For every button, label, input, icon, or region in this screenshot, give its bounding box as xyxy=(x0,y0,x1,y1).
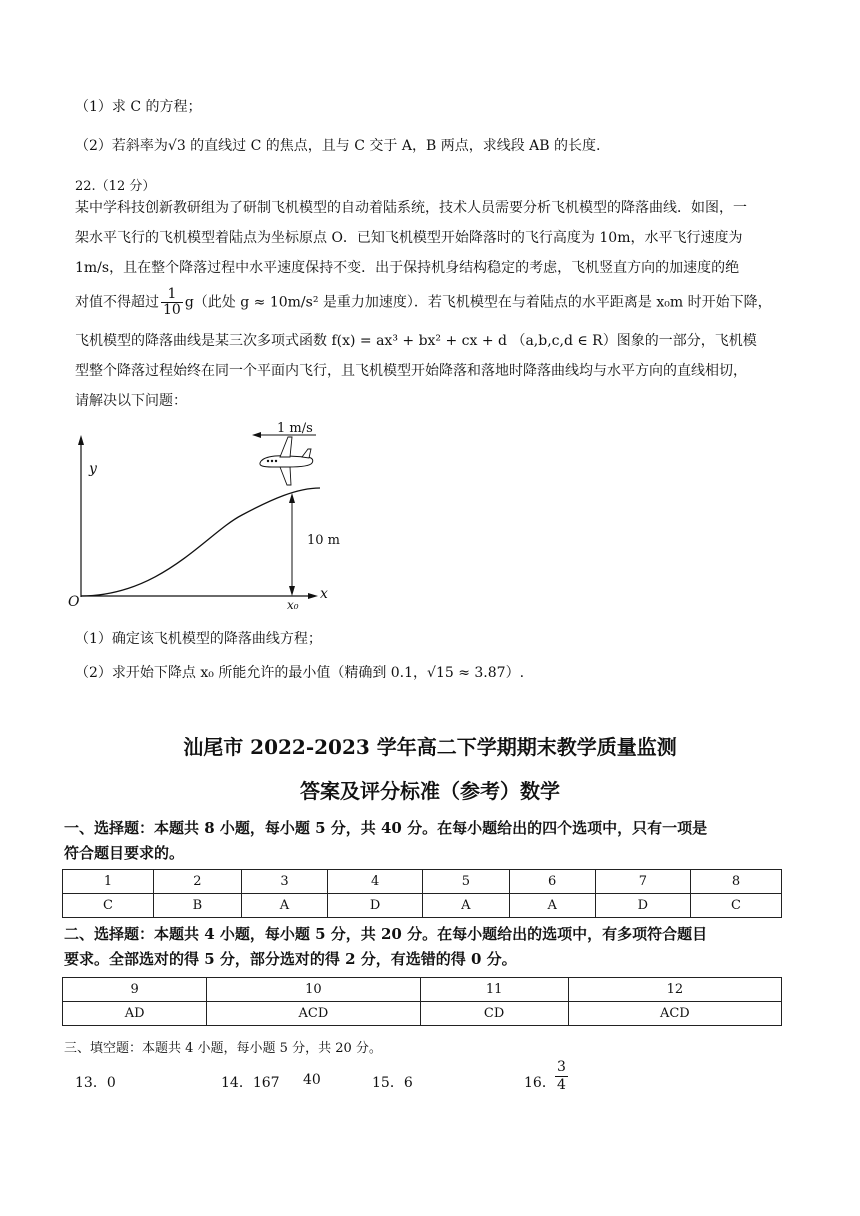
x0-label: x₀ xyxy=(287,598,299,612)
answer-key-subtitle: 答案及评分标准（参考）数学 xyxy=(300,779,560,803)
q22-body xyxy=(75,193,797,283)
q21-part1: （1）求 C 的方程； xyxy=(75,99,202,115)
q22-line5: 飞机模型的降落曲线是某三次多项式函数 f(x) = ax³ + bx² + cx + d （a,b,c,d ∈ R）图象的一部分，飞机模 xyxy=(75,333,757,349)
origin-label: O xyxy=(68,594,80,610)
descent-curve xyxy=(81,488,320,596)
height-arrow-up xyxy=(289,493,295,503)
q22-line2: 架水平飞行的飞机模型着陆点为坐标原点 O．已知飞机模型开始降落时的飞行高度为 10m，水平飞行速度为 xyxy=(75,230,743,246)
q22-part2: （2）求开始下降点 x₀ 所能允许的最小值（精确到 0.1，√15 ≈ 3.87）. xyxy=(75,665,525,681)
q22-header: 22.（12 分） xyxy=(75,179,156,194)
answer-15: 15．6 xyxy=(372,1075,413,1091)
table-row-numbers: 1 2 3 4 5 6 7 8 xyxy=(63,870,782,894)
answer-13: 13．0 xyxy=(75,1075,116,1091)
answer-14b: 40 xyxy=(303,1072,321,1088)
q21-part2: （2）若斜率为√3 的直线过 C 的焦点，且与 C 交于 A，B 两点，求线段 AB 的长度. xyxy=(75,138,601,154)
q22-line4-a: 对值不得超过 xyxy=(75,294,159,311)
x-axis-arrow xyxy=(308,593,318,599)
q22-line7: 请解决以下问题： xyxy=(75,393,187,409)
section-3-heading: 三、填空题：本题共 4 小题，每小题 5 分，共 20 分。 xyxy=(64,1041,382,1056)
q22-part1: （1）确定该飞机模型的降落曲线方程； xyxy=(75,631,322,647)
speed-label: 1 m/s xyxy=(277,421,313,436)
fraction-one-tenth: $\frac{1}{10}$ xyxy=(163,286,181,318)
height-arrow-down xyxy=(289,586,295,596)
q22-line4 xyxy=(75,287,772,318)
section-2-heading: 二、选择题：本题共 4 小题，每小题 5 分，共 20 分。在每小题给出的选项中，有多项符合题目 要求。全部选对的得 5 分，部分选对的得 2 分，有选错的得 0 分。 xyxy=(64,925,708,968)
speed-arrow xyxy=(252,432,261,438)
answer-14a: 14．167 xyxy=(221,1075,280,1091)
answer-16-label: 16． xyxy=(524,1075,556,1091)
y-axis-label: y xyxy=(89,461,97,477)
q22-body-2 xyxy=(75,326,797,416)
height-label: 10 m xyxy=(307,533,341,548)
x-axis-label: x xyxy=(320,586,328,602)
q22-line4-b: g（此处 g ≈ 10m/s² 是重力加速度）．若飞机模型在与着陆点的水平距离是 x₀m 时开始下降， xyxy=(184,294,772,311)
q22-line1: 某中学科技创新教研组为了研制飞机模型的自动着陆系统，技术人员需要分析飞机模型的降落曲线．如图，一 xyxy=(75,200,747,216)
answer-table-2 xyxy=(62,977,782,1026)
y-axis-arrow xyxy=(78,435,84,445)
q22-line3: 1m/s，且在整个降落过程中水平速度保持不变．出于保持机身结构稳定的考虑，飞机竖直方向的加速度的绝 xyxy=(75,260,740,276)
answer-16-fraction: $\frac{3}{4}$ xyxy=(557,1059,566,1093)
table-row-numbers: 9 10 11 12 xyxy=(63,978,782,1002)
table-row-answers: C B A D A A D C xyxy=(63,894,782,918)
answer-table-1 xyxy=(62,869,782,918)
answer-key-title: 汕尾市 2022-2023 学年高二下学期期末教学质量监测 xyxy=(183,735,677,759)
descent-curve-figure xyxy=(62,415,352,620)
q22-line6: 型整个降落过程始终在同一个平面内飞行，且飞机模型开始降落和落地时降落曲线均与水平方向的直线相切， xyxy=(75,363,747,379)
airplane-icon xyxy=(260,437,313,485)
table-row-answers: AD ACD CD ACD xyxy=(63,1002,782,1026)
section-1-heading: 一、选择题：本题共 8 小题，每小题 5 分，共 40 分。在每小题给出的四个选项中，只有一项是 符合题目要求的。 xyxy=(64,819,708,862)
